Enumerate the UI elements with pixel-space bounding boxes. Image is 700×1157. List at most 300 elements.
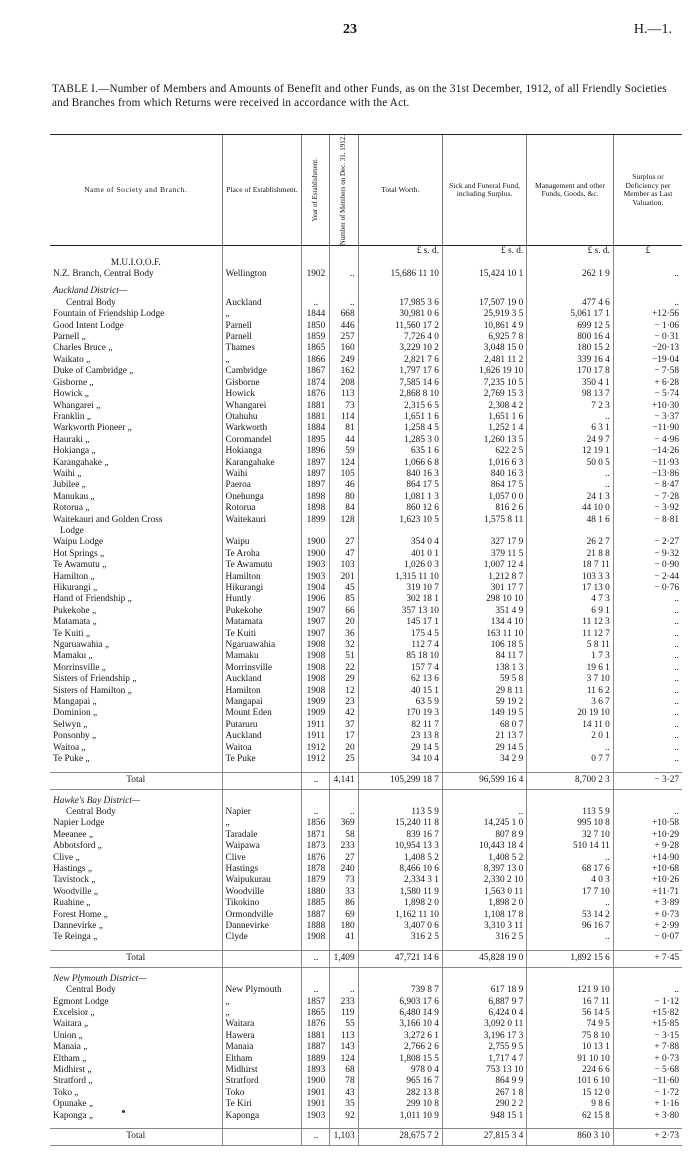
cell-surplus: − 3·92 [613, 503, 682, 514]
cell-management-fund: 3 7 10 [527, 674, 614, 685]
cell-members: 81 [330, 423, 358, 434]
cell-management-fund: 16 7 11 [527, 997, 614, 1008]
cell-management-fund: 56 14 5 [527, 1008, 614, 1019]
cell-society-name: Kaponga „ [53, 1110, 94, 1121]
cell-society-name: Toko „ [53, 1087, 79, 1098]
cell-society-name: Hastings „ [53, 863, 92, 874]
cell-sick-fund: 948 15 1 [442, 1111, 526, 1122]
cell-total-worth: 299 10 8 [358, 1099, 442, 1110]
cell-surplus: .. [613, 807, 682, 818]
col-header-management: Management and other Funds, Goods, &c. [527, 135, 614, 246]
cell-year: 1904 [302, 583, 330, 594]
cell-place: Karangahake [222, 458, 302, 469]
cell-management-fund: .. [527, 469, 614, 480]
cell-members: 46 [330, 480, 358, 491]
cell-total-worth: 23 13 8 [358, 731, 442, 742]
cell-total-worth: 739 8 7 [358, 985, 442, 996]
cell-total-worth: 354 0 4 [358, 537, 442, 548]
cell-surplus: .. [613, 708, 682, 719]
col-header-members: Number of Members on Dec. 31, 1912. [330, 135, 358, 246]
cell-surplus: .. [613, 651, 682, 662]
cell-members: 233 [330, 997, 358, 1008]
cell-members: 33 [330, 887, 358, 898]
cell-management-fund: 860 3 10 [527, 1129, 614, 1146]
cell-management-fund: 224 6 6 [527, 1065, 614, 1076]
cell-surplus: − 3·37 [613, 412, 682, 423]
cell-sick-fund: 2,330 2 10 [442, 875, 526, 886]
cell-place: Napier [222, 807, 302, 818]
cell-total-currency: £ s. d. [358, 246, 442, 258]
cell-society-name: Fountain of Friendship Lodge [53, 309, 165, 320]
cell-members: 180 [330, 921, 358, 932]
cell-society-name: Central Body [66, 985, 116, 996]
cell-total-worth: 2,766 2 6 [358, 1042, 442, 1053]
cell-surplus: +12·56 [613, 309, 682, 320]
table-row [50, 887, 682, 898]
cell-management-fund: 1,892 15 6 [527, 950, 614, 967]
cell-sick-fund: 3,196 17 3 [442, 1031, 526, 1042]
cell-place: Stratford [222, 1076, 302, 1087]
cell-year: .. [302, 772, 330, 789]
cell-members: 446 [330, 321, 358, 332]
cell-members: 162 [330, 366, 358, 377]
cell-surplus: − 7·58 [613, 366, 682, 377]
cell-society-name: Opunake „ [53, 1099, 94, 1110]
cell-year: 1901 [302, 1088, 330, 1099]
table-row [50, 492, 682, 503]
cell-management-fund: .. [527, 743, 614, 754]
cell-society-name: Te Puke „ [53, 754, 90, 765]
table-row [50, 1042, 682, 1053]
table-row [50, 743, 682, 754]
cell-management-fund: 8,700 2 3 [527, 772, 614, 789]
cell-total-worth: 1,808 15 5 [358, 1054, 442, 1065]
cell-management-fund: 3 6 7 [527, 697, 614, 708]
cell-place: Auckland [222, 674, 302, 685]
cell-society-name: Warkworth Pioneer „ [53, 423, 132, 434]
cell-total-worth: 2,315 6 5 [358, 401, 442, 412]
cell-year: 1912 [302, 754, 330, 765]
cell-year: 1909 [302, 697, 330, 708]
table-row [50, 1076, 682, 1087]
cell-surplus: + 3·89 [613, 898, 682, 909]
cell-year: 1903 [302, 1111, 330, 1122]
cell-sick-fund: 379 11 5 [442, 549, 526, 560]
cell-sick-fund: 25,919 3 5 [442, 309, 526, 320]
cell-members: 84 [330, 503, 358, 514]
cell-management-fund: 24 9 7 [527, 435, 614, 446]
cell-society-name: Sisters of Friendship „ [53, 674, 137, 685]
friendly-societies-table [50, 134, 682, 1146]
cell-year: .. [302, 1129, 330, 1146]
cell-total-worth: 1,026 0 3 [358, 560, 442, 571]
society-heading-row [50, 258, 682, 269]
table-row [50, 932, 682, 943]
cell-surplus: − 0·07 [613, 932, 682, 943]
table-title: TABLE I.—Number of Members and Amounts of Benefit and other Funds, as on the 31st December, 1912, of all Friendly Societies and Branches from which Returns were received in accordance with the Act. [52, 83, 667, 109]
cell-management-fund: 48 1 6 [527, 515, 614, 526]
cell-year: 1873 [302, 841, 330, 852]
cell-place: Mount Eden [222, 708, 302, 719]
cell-management-fund: 6 9 1 [527, 606, 614, 617]
cell-sick-fund: .. [442, 807, 526, 818]
cell-members: 51 [330, 651, 358, 662]
cell-management-fund: 26 2 7 [527, 537, 614, 548]
cell-place: Morrinsville [222, 663, 302, 674]
cell-surplus-currency: £ [613, 246, 682, 258]
cell-society-name: Union „ [53, 1030, 83, 1041]
cell-members: 36 [330, 629, 358, 640]
cell-place: Rotorua [222, 503, 302, 514]
cell-total-worth: 15,240 11 8 [358, 818, 442, 829]
cell-society-name: Forest Home „ [53, 909, 108, 920]
page-number: 23 [343, 22, 357, 37]
cell-place: Putaruru [222, 720, 302, 731]
cell-place: Toko [222, 1088, 302, 1099]
cell-total-worth: 1,408 5 2 [358, 853, 442, 864]
cell-members: 35 [330, 1099, 358, 1110]
empty-cell [613, 526, 682, 537]
cell-year: 1907 [302, 617, 330, 628]
row-name-continued: Lodge [60, 525, 84, 536]
cell-total-worth: 47,721 14 6 [358, 950, 442, 967]
cell-members: 66 [330, 606, 358, 617]
table-row [50, 549, 682, 560]
cell-place: Whangarei [222, 401, 302, 412]
cell-management-fund: 800 16 4 [527, 332, 614, 343]
cell-society-name: Morrinsville „ [53, 662, 106, 673]
cell-sick-fund: 96,599 16 4 [442, 772, 526, 789]
cell-sick-fund: 3,048 15 0 [442, 343, 526, 354]
empty-cell [527, 258, 614, 269]
table-row [50, 537, 682, 548]
table-row [50, 898, 682, 909]
cell-surplus: − 5·68 [613, 1065, 682, 1076]
cell-year: 1874 [302, 378, 330, 389]
table-row [50, 309, 682, 320]
cell-members: 128 [330, 515, 358, 526]
cell-members: 20 [330, 617, 358, 628]
table-row [50, 708, 682, 719]
cell-members: 4,141 [330, 772, 358, 789]
cell-society-name: Waikato „ [53, 354, 91, 365]
cell-society-name: Midhirst „ [53, 1065, 92, 1076]
cell-place: Waipu [222, 537, 302, 548]
cell-management-fund: 101 6 10 [527, 1076, 614, 1087]
society-name: M.U.I.O.O.F. [110, 257, 161, 268]
cell-management-fund: 68 17 6 [527, 864, 614, 875]
table-row [50, 1065, 682, 1076]
table-row [50, 401, 682, 412]
cell-total-worth: 112 7 4 [358, 640, 442, 651]
cell-year: 1878 [302, 864, 330, 875]
cell-year: 1880 [302, 887, 330, 898]
cell-place: Wellington [222, 269, 302, 280]
cell-total-worth: 105,299 18 7 [358, 772, 442, 789]
cell-surplus: .. [613, 686, 682, 697]
empty-cell [358, 258, 442, 269]
cell-management-fund: 12 19 1 [527, 446, 614, 457]
cell-members: .. [330, 985, 358, 996]
cell-place [222, 772, 302, 789]
currency-header-row [50, 246, 682, 258]
cell-year: 1901 [302, 1099, 330, 1110]
cell-surplus: .. [613, 697, 682, 708]
cell-place: „ [222, 355, 302, 366]
cell-sick-fund: 807 8 9 [442, 830, 526, 841]
cell-sick-fund: 29 14 5 [442, 743, 526, 754]
cell-sick-fund: 6,925 7 8 [442, 332, 526, 343]
cell-sick-fund: 753 13 10 [442, 1065, 526, 1076]
cell-place: Waipawa [222, 841, 302, 852]
cell-year: 1844 [302, 309, 330, 320]
cell-members: .. [330, 269, 358, 280]
cell-society-name: Karangahake „ [53, 457, 109, 468]
cell-members: 42 [330, 708, 358, 719]
cell-year: .. [302, 985, 330, 996]
cell-surplus: + 6·28 [613, 378, 682, 389]
cell-sick-fund: 1,007 12 4 [442, 560, 526, 571]
cell-year: 1903 [302, 560, 330, 571]
cell-place: Te Awamutu [222, 560, 302, 571]
empty-cell [330, 974, 358, 985]
cell-members: 78 [330, 1076, 358, 1087]
cell-society-name: Central Body [66, 297, 116, 308]
table-row [50, 1054, 682, 1065]
cell-members: 119 [330, 1008, 358, 1019]
empty-cell [222, 526, 302, 537]
cell-sick-fund: 149 19 5 [442, 708, 526, 719]
cell-members: 22 [330, 663, 358, 674]
cell-place: Clive [222, 853, 302, 864]
cell-year: 1871 [302, 830, 330, 841]
cell-management-fund: 103 3 3 [527, 572, 614, 583]
cell-year: 1900 [302, 537, 330, 548]
cell-total-worth: 1,797 17 6 [358, 366, 442, 377]
col-header-sick-funeral: Sick and Funeral Fund, including Surplus. [442, 135, 526, 246]
cell-society-name: Waihi „ [53, 468, 82, 479]
cell-total-worth: 302 18 1 [358, 594, 442, 605]
cell-place: Clyde [222, 932, 302, 943]
table-row [50, 332, 682, 343]
cell-year: 1907 [302, 606, 330, 617]
cell-place: „ [222, 309, 302, 320]
cell-year: 1908 [302, 640, 330, 651]
empty-cell [222, 258, 302, 269]
cell-sick-fund: 68 0 7 [442, 720, 526, 731]
cell-management-fund: 699 12 5 [527, 321, 614, 332]
cell-year: 1881 [302, 1031, 330, 1042]
cell-members: .. [330, 807, 358, 818]
page-reference: H.—1. [633, 22, 672, 37]
cell-society-name: Te Reinga „ [53, 932, 98, 943]
cell-surplus: .. [613, 606, 682, 617]
cell-management-fund: 21 8 8 [527, 549, 614, 560]
table-row [50, 807, 682, 818]
cell-society-name: Manaia „ [53, 1042, 88, 1053]
cell-society-name: Hauraki „ [53, 434, 90, 445]
cell-sick-fund: 45,828 19 0 [442, 950, 526, 967]
cell-members: 37 [330, 720, 358, 731]
cell-society-name: Howick „ [53, 389, 89, 400]
cell-surplus: .. [613, 594, 682, 605]
cell-society-name: Duke of Cambridge „ [53, 366, 134, 377]
cell-society-name: Hamilton „ [53, 571, 95, 582]
cell-surplus: − 1·06 [613, 321, 682, 332]
cell-surplus: + 2·73 [613, 1129, 682, 1146]
cell-sick-fund: 1,898 2 0 [442, 898, 526, 909]
cell-year: 1911 [302, 731, 330, 742]
cell-total-worth: 1,580 11 9 [358, 887, 442, 898]
table-row [50, 412, 682, 423]
cell-total-worth: 30,981 0 6 [358, 309, 442, 320]
cell-society-name: Mangapai „ [53, 697, 97, 708]
cell-surplus: − 3·27 [613, 772, 682, 789]
cell-members: 1,103 [330, 1129, 358, 1146]
cell-place: Ngaruawahia [222, 640, 302, 651]
cell-sick-fund: 301 17 7 [442, 583, 526, 594]
cell-place: Te Kiri [222, 1099, 302, 1110]
cell-total-worth: 2,868 8 10 [358, 389, 442, 400]
table-row [50, 853, 682, 864]
table-row [50, 480, 682, 491]
cell-members: 58 [330, 830, 358, 841]
empty-cell [613, 286, 682, 297]
cell-members: 80 [330, 492, 358, 503]
cell-mgmt-currency: £ s. d. [527, 246, 614, 258]
cell-sick-fund: 7,235 10 5 [442, 378, 526, 389]
cell-surplus: − 8·81 [613, 515, 682, 526]
cell-total-worth: 965 16 7 [358, 1076, 442, 1087]
cell-society-name: Hot Springs „ [53, 548, 105, 559]
cell-place: Eltham [222, 1054, 302, 1065]
cell-year: 1889 [302, 1054, 330, 1065]
cell-year: 1893 [302, 1065, 330, 1076]
cell-society-name: Woodville „ [53, 886, 98, 897]
table-row [50, 910, 682, 921]
cell-surplus: −13·86 [613, 469, 682, 480]
cell-total-worth: 170 19 3 [358, 708, 442, 719]
cell-sick-fund: 106 18 5 [442, 640, 526, 651]
cell-sick-fund: 2,481 11 2 [442, 355, 526, 366]
cell-place: Otahuhu [222, 412, 302, 423]
cell-place: Hikurangi [222, 583, 302, 594]
cell-society-name: Abbotsford „ [53, 841, 102, 852]
cell-management-fund: 50 0 5 [527, 458, 614, 469]
cell-society-name: Sisters of Hamilton „ [53, 685, 132, 696]
empty-cell [442, 286, 526, 297]
cell-members: 68 [330, 1065, 358, 1076]
cell-year: 1908 [302, 932, 330, 943]
cell-surplus: .. [613, 674, 682, 685]
table-row [50, 663, 682, 674]
cell-society-name: Ponsonby „ [53, 731, 97, 742]
cell-year: 1850 [302, 321, 330, 332]
table-row [50, 560, 682, 571]
cell-place: Hawera [222, 1031, 302, 1042]
cell-place: Gisborne [222, 378, 302, 389]
table-row [50, 731, 682, 742]
col-header-place: Place of Establishment. [222, 135, 302, 246]
cell-sick-fund: 8,397 13 0 [442, 864, 526, 875]
cell-place: Mamaku [222, 651, 302, 662]
cell-surplus: − 5·74 [613, 389, 682, 400]
cell-society-name: Selwyn „ [53, 719, 88, 730]
cell-management-fund: 11 12 7 [527, 629, 614, 640]
cell-sick-currency: £ s. d. [442, 246, 526, 258]
col-header-year: Year of Establishment. [302, 135, 330, 246]
cell-society-name: Waitoa „ [53, 742, 86, 753]
cell-sick-fund: 14,245 1 0 [442, 818, 526, 829]
cell-place: Coromandel [222, 435, 302, 446]
cell-place [222, 246, 302, 258]
cell-society-name: Waitekauri and Golden Cross [53, 514, 163, 525]
cell-society-name: Hokianga „ [53, 446, 96, 457]
cell-society-name: Central Body [66, 806, 116, 817]
cell-members: 208 [330, 378, 358, 389]
cell-management-fund: 0 7 7 [527, 754, 614, 765]
cell-members: 240 [330, 864, 358, 875]
table-row [50, 697, 682, 708]
cell-sick-fund: 816 2 6 [442, 503, 526, 514]
table-row [50, 366, 682, 377]
cell-place: Hokianga [222, 446, 302, 457]
empty-cell [442, 796, 526, 807]
empty-cell [302, 796, 330, 807]
empty-cell [330, 526, 358, 537]
cell-management-fund: 11 6 2 [527, 686, 614, 697]
cell-total-worth: 839 16 7 [358, 830, 442, 841]
empty-cell [358, 526, 442, 537]
cell-place: Manaia [222, 1042, 302, 1053]
cell-society-name: Ruahine „ [53, 898, 91, 909]
cell-members: 124 [330, 1054, 358, 1065]
cell-society-name: Eltham „ [53, 1053, 87, 1064]
cell-sick-fund: 840 16 3 [442, 469, 526, 480]
cell-total-worth: 145 17 1 [358, 617, 442, 628]
cell-members: 103 [330, 560, 358, 571]
cell-year: 1887 [302, 910, 330, 921]
empty-cell [613, 974, 682, 985]
cell-surplus: .. [613, 720, 682, 731]
cell-place: „ [222, 997, 302, 1008]
cell-sick-fund: 298 10 10 [442, 594, 526, 605]
cell-members: 113 [330, 1031, 358, 1042]
cell-management-fund: 15 12 0 [527, 1088, 614, 1099]
district-heading-row [50, 796, 682, 807]
cell-place: Hastings [222, 864, 302, 875]
cell-sick-fund: 864 17 5 [442, 480, 526, 491]
cell-place: Parnell [222, 321, 302, 332]
cell-year [302, 246, 330, 258]
cell-surplus: +11·71 [613, 887, 682, 898]
cell-members: 201 [330, 572, 358, 583]
cell-management-fund: 4 0 3 [527, 875, 614, 886]
cell-total-worth: 3,229 10 2 [358, 343, 442, 354]
cell-year: .. [302, 950, 330, 967]
cell-surplus: −11·60 [613, 1076, 682, 1087]
cell-surplus: +10·68 [613, 864, 682, 875]
table-row [50, 686, 682, 697]
cell-sick-fund: 59 19 2 [442, 697, 526, 708]
cell-society-name: Manukau „ [53, 491, 95, 502]
cell-surplus: +10·26 [613, 875, 682, 886]
cell-place: Cambridge [222, 366, 302, 377]
cell-society-name: Hikurangi „ [53, 583, 98, 594]
cell-management-fund: 91 10 10 [527, 1054, 614, 1065]
empty-cell [222, 796, 302, 807]
cell-sick-fund: 864 9 9 [442, 1076, 526, 1087]
